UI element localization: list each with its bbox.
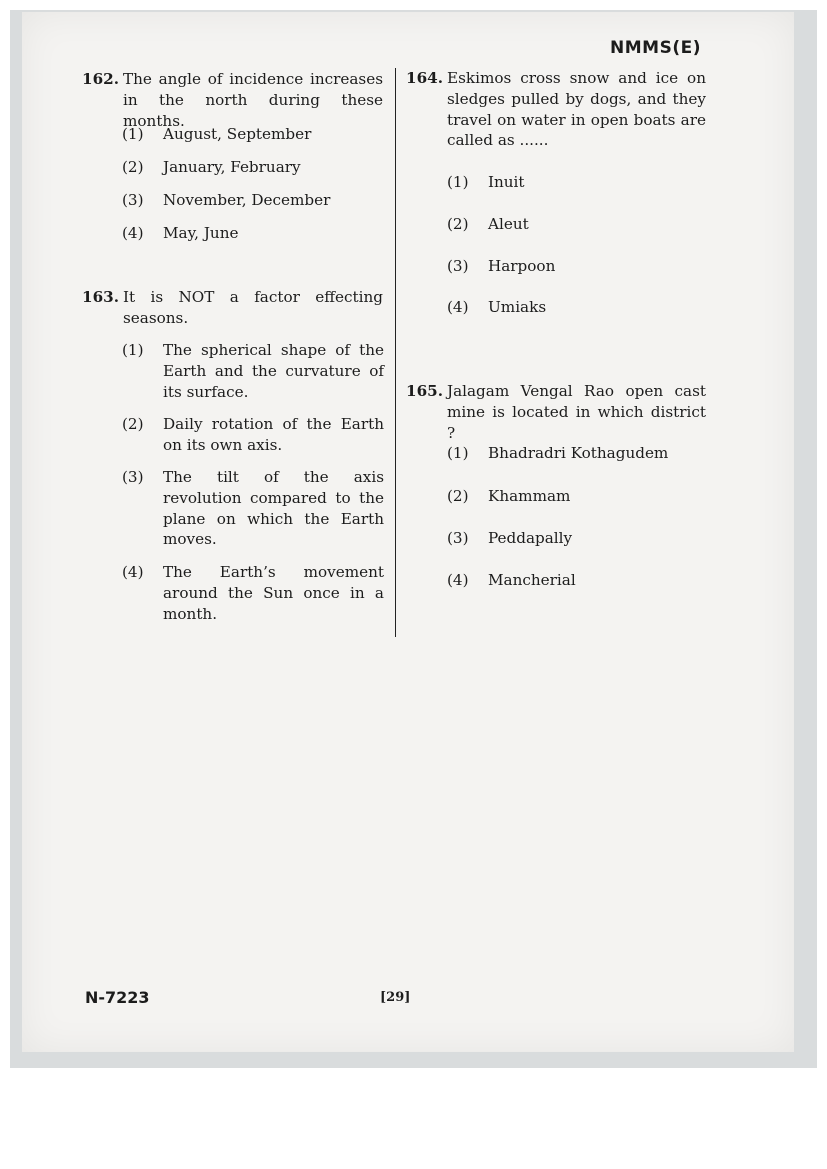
option-text: Mancherial [488, 571, 576, 589]
question-text: Jalagam Vengal Rao open cast mine is located in which district ? [447, 382, 706, 442]
option-text: Daily rotation of the Earth on its own axis. [163, 415, 384, 454]
option-162-2 [122, 157, 384, 178]
option-text: Peddapally [488, 529, 573, 547]
option-text: Harpoon [488, 257, 556, 275]
option-text: November, December [163, 191, 331, 209]
option-label: (1) [447, 173, 469, 191]
option-text: May, June [163, 224, 239, 242]
option-text: The tilt of the axis revolution compared to the plane on which the Earth moves. [163, 468, 384, 549]
option-162-1 [122, 124, 384, 145]
question-text: It is NOT a factor effecting seasons. [123, 288, 383, 327]
option-165-1 [447, 443, 707, 464]
option-text: January, February [163, 158, 301, 176]
option-164-3 [447, 256, 707, 277]
option-165-4 [447, 570, 707, 591]
option-text: August, September [163, 125, 312, 143]
question-165 [406, 381, 706, 443]
option-text: The spherical shape of the Earth and the curvature of its surface. [163, 341, 384, 401]
option-164-2 [447, 214, 707, 235]
option-label: (2) [122, 415, 144, 433]
option-text: Umiaks [488, 298, 547, 316]
option-label: (2) [122, 158, 144, 176]
option-163-2 [122, 414, 384, 456]
option-163-3 [122, 467, 384, 550]
question-164 [406, 68, 706, 151]
option-text: Inuit [488, 173, 525, 191]
option-164-1 [447, 172, 707, 193]
option-label: (4) [447, 298, 469, 316]
option-label: (4) [122, 224, 144, 242]
option-text: Aleut [488, 215, 529, 233]
question-text: Eskimos cross snow and ice on sledges pulled by dogs, and they travel on water in open boats are called as ...... [447, 69, 706, 150]
column-divider [395, 68, 396, 637]
option-162-4 [122, 223, 384, 244]
question-number: 163. [82, 288, 119, 306]
option-label: (4) [122, 563, 144, 581]
option-label: (2) [447, 215, 469, 233]
option-165-3 [447, 528, 707, 549]
option-label: (3) [122, 191, 144, 209]
option-163-1 [122, 340, 384, 402]
option-label: (1) [122, 341, 144, 359]
option-label: (3) [447, 257, 469, 275]
question-162 [82, 69, 383, 131]
option-text: The Earth’s movement around the Sun once in a month. [163, 563, 384, 623]
option-label: (1) [447, 444, 469, 462]
option-label: (1) [122, 125, 144, 143]
option-163-4 [122, 562, 384, 624]
option-label: (3) [447, 529, 469, 547]
question-number: 165. [406, 382, 443, 400]
option-label: (2) [447, 487, 469, 505]
option-text: Khammam [488, 487, 571, 505]
option-162-3 [122, 190, 384, 211]
booklet-code: N-7223 [85, 988, 150, 1007]
question-163 [82, 287, 383, 329]
option-165-2 [447, 486, 707, 507]
question-number: 162. [82, 70, 119, 88]
page-number: [29] [380, 990, 411, 1005]
exam-code-header: NMMS(E) [610, 38, 701, 58]
option-label: (3) [122, 468, 144, 486]
option-text: Bhadradri Kothagudem [488, 444, 669, 462]
question-number: 164. [406, 69, 443, 87]
option-label: (4) [447, 571, 469, 589]
option-164-4 [447, 297, 707, 318]
question-text: The angle of incidence increases in the north during these months. [123, 70, 383, 130]
